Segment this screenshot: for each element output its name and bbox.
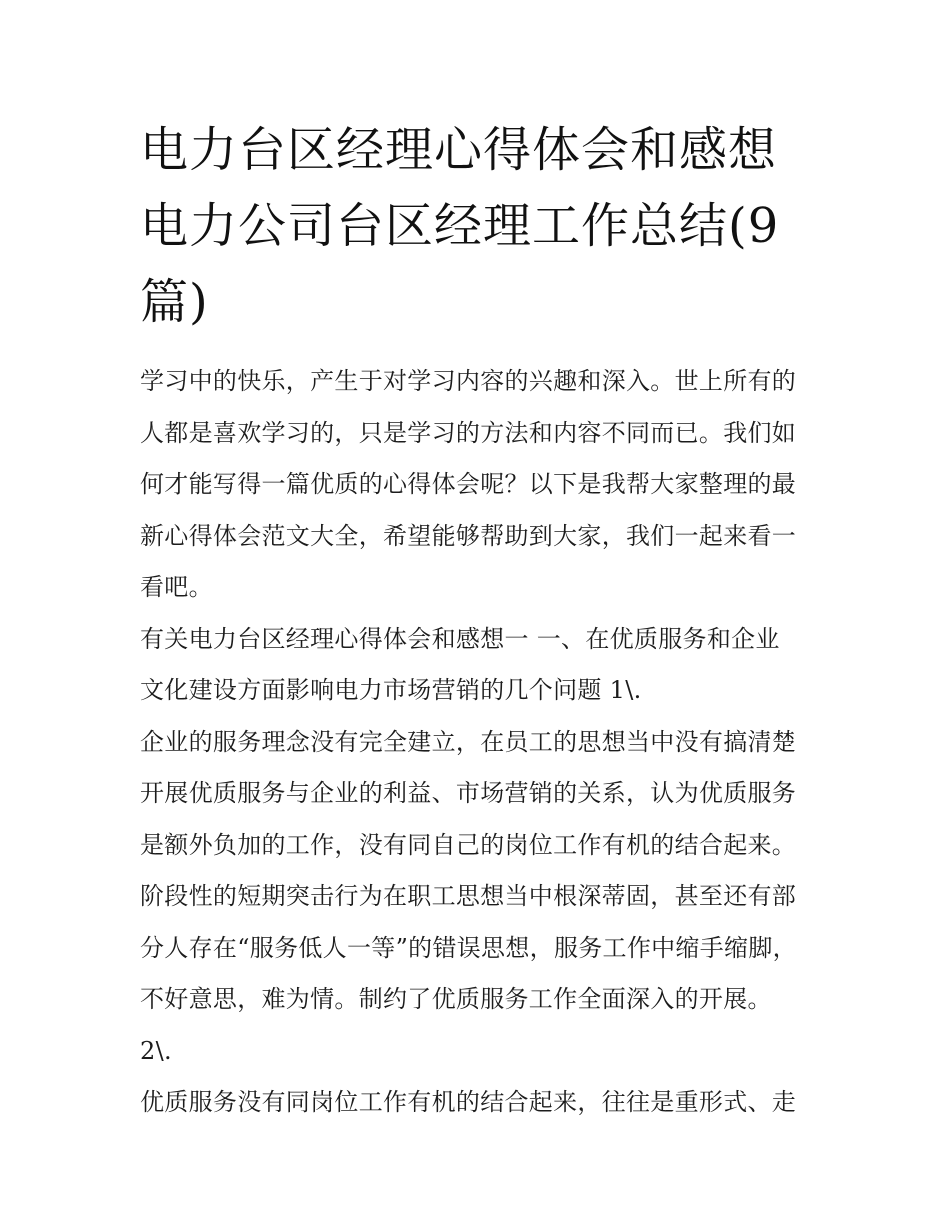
title-line: 电力公司台区经理工作总结(9 [140,198,780,254]
document-content [140,112,820,1129]
text-line: 人都是喜欢学习的，只是学习的方法和内容不同而已。我们如 [140,418,797,447]
document-title [140,112,820,340]
text-line: 看吧。 [140,573,213,601]
text-line: 分人存在“服务低人一等”的错误思想，服务工作中缩手缩脚， [140,933,797,962]
text-line: 何才能写得一篇优质的心得体会呢？以下是我帮大家整理的最 [140,470,797,498]
section-heading-paragraph [140,614,820,717]
body-paragraph [140,1077,820,1129]
document-body [140,356,820,1129]
text-line: 文化建设方面影响电力市场营销的几个问题 1\. [140,676,642,704]
text-line: 企业的服务理念没有完全建立，在员工的思想当中没有搞清楚 [140,727,797,756]
title-line: 篇) [140,274,209,330]
text-line: 开展优质服务与企业的利益、市场营销的关系，认为优质服务 [140,779,797,807]
text-line: 新心得体会范文大全，希望能够帮助到大家，我们一起来看一 [140,521,797,550]
intro-paragraph [140,356,820,614]
text-line: 优质服务没有同岗位工作有机的结合起来，往往是重形式、走 [140,1088,797,1116]
text-line: 学习中的快乐，产生于对学习内容的兴趣和深入。世上所有的 [140,367,797,395]
body-paragraph [140,717,820,1078]
title-line: 电力台区经理心得体会和感想 [140,122,778,178]
text-line: 2\. [140,1036,172,1065]
text-line: 不好意思，难为情。制约了优质服务工作全面深入的开展。 [140,985,772,1013]
text-line: 是额外负加的工作，没有同自己的岗位工作有机的结合起来。 [140,830,797,859]
text-line: 有关电力台区经理心得体会和感想一 一、在优质服务和企业 [140,624,780,653]
text-line: 阶段性的短期突击行为在职工思想当中根深蒂固，甚至还有部 [140,882,797,910]
